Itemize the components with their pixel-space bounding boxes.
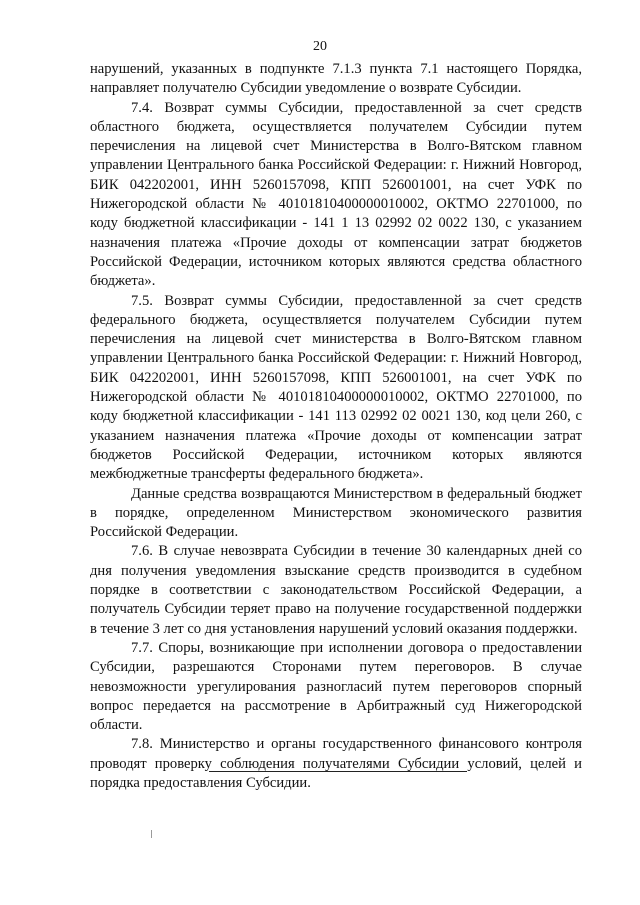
scan-artifact: [151, 830, 152, 838]
page-number: 20: [313, 39, 327, 54]
document-body: [90, 60, 582, 793]
end-of-document-rule: [209, 771, 467, 772]
paragraph-7-5-note: Данные средства возвращаются Министерством в федеральный бюджет в порядке, определенном Министерством экономического развития Российской Федерации.: [90, 485, 582, 541]
paragraph-7-4: 7.4. Возврат суммы Субсидии, предоставленной за счет средств областного бюджета, осуществляется получателем Субсидии путем перечисления на лицевой счет Министерства в Волго-Вятском главном управлении Центрального банка Российской Федерации: г. Нижний Новгород, БИК 042202001, ИНН 5260157098, КПП 526001001, на счет УФК по Нижегородской области № 40101810400000010002, ОКТМО 22701000, по коду бюджетной классификации - 141 1 13 02992 02 0022 130, с указанием назначения платежа «Прочие доходы от компенсации затрат бюджетов Российской Федерации, источником которых являются средства областного бюджета».: [90, 99, 582, 290]
paragraph-7-7: 7.7. Споры, возникающие при исполнении договора о предоставлении Субсидии, разрешаются Сторонами путем переговоров. В случае невозможности урегулирования разногласий путем переговоров спорный вопрос передается на рассмотрение в Арбитражный суд Нижегородской области.: [90, 639, 582, 734]
paragraph-7-6: 7.6. В случае невозврата Субсидии в течение 30 календарных дней со дня получения уведомления взыскание средств производится в судебном порядке в соответствии с законодательством Российской Федерации, а получатель Субсидии теряет право на получение государственной поддержки в течение 3 лет со дня установления нарушений условий оказания поддержки.: [90, 543, 582, 637]
paragraph-7-8: 7.8. Министерство и органы государственного финансового контроля проводят проверку соблюдения получателями Субсидии условий, целей и порядка предоставления Субсидии.: [90, 736, 582, 791]
paragraph-continuation: нарушений, указанных в подпункте 7.1.3 пункта 7.1 настоящего Порядка, направляет получателю Субсидии уведомление о возврате Субсидии.: [90, 61, 582, 97]
paragraph-7-5: 7.5. Возврат суммы Субсидии, предоставленной за счет средств федерального бюджета, осуществляется получателем Субсидии путем перечисления на лицевой счет министерства в Волго-Вятском главном управлении Центрального банка Российской Федерации: г. Нижний Новгород, БИК 042202001, ИНН 5260157098, КПП 526001001, на счет УФК по Нижегородской области № 40101810400000010002, ОКТМО 22701000, по коду бюджетной классификации - 141 113 02992 02 0021 130, код цели 260, с указанием назначения платежа «Прочие доходы от компенсации затрат бюджетов Российской Федерации, источником которых являются межбюджетные трансферты федерального бюджета».: [90, 292, 582, 483]
